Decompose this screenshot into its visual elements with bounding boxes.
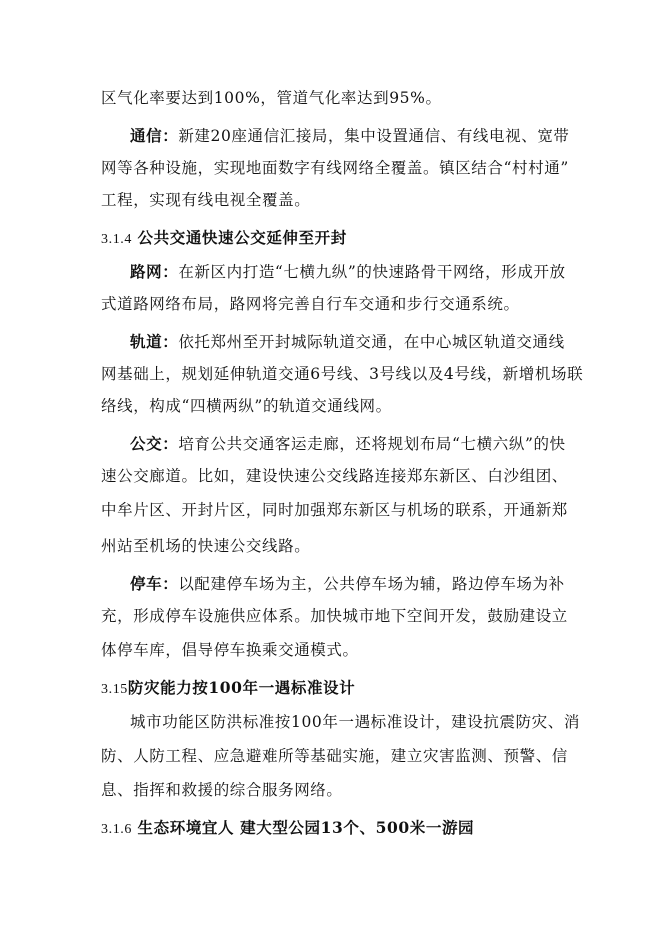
paragraph-line [101,640,359,660]
section-number: 3.1.6 [101,822,132,837]
paragraph-line [101,364,583,384]
section-label-road-network: 路网： [130,262,179,281]
paragraph-line [101,746,568,766]
section-label-bus: 公交： [130,434,179,453]
line-text: 区气化率要达到100%，管道气化率达到95%。 [101,89,442,107]
paragraph-line [101,190,310,210]
paragraph-line [101,536,310,556]
paragraph-line [101,88,442,108]
line-text: 充，形成停车设施供应体系。加快城市地下空间开发，鼓励建设立 [101,607,568,625]
paragraph-line-bus [130,434,566,454]
paragraph-line [101,500,568,520]
line-text: 息、指挥和救援的综合服务网络。 [101,781,343,799]
paragraph-line [101,780,343,800]
line-text: 依托郑州至开封城际轨道交通，在中心城区轨道交通线 [178,333,565,351]
line-text: 中牟片区、开封片区，同时加强郑东新区与机场的联系，开通新郑 [101,501,568,519]
paragraph-line [101,466,568,486]
line-text: 速公交廊道。比如，建设快速公交线路连接郑东新区、白沙组团、 [101,467,568,485]
line-text: 工程，实现有线电视全覆盖。 [101,191,311,209]
line-text: 式道路网络布局，路网将完善自行车交通和步行交通系统。 [101,295,520,313]
line-text: 以配建停车场为主，公共停车场为辅，路边停车场为补 [178,575,565,593]
section-heading-3-1-6 [101,818,474,840]
section-heading-3-1-4 [101,228,347,250]
line-text: 城市功能区防洪标准按100年一遇标准设计，建设抗震防灾、消 [130,713,580,731]
line-text: 州站至机场的快速公交线路。 [101,537,311,555]
section-number: 3.1.4 [101,232,132,247]
paragraph-line [101,158,569,178]
line-text: 新建20座通信汇接局，集中设置通信、有线电视、宽带 [178,127,570,145]
line-text: 在新区内打造“七横九纵”的快速路骨干网络，形成开放 [178,263,566,281]
paragraph-line [101,396,392,416]
section-label-communications: 通信： [130,126,179,145]
paragraph-line-road-network [130,262,566,282]
paragraph-line [130,712,580,732]
line-text: 培育公共交通客运走廊，还将规划布局“七横六纵”的快 [178,435,566,453]
section-number: 3.15 [101,682,128,697]
section-heading-3-15 [101,678,355,700]
line-text: 体停车库，倡导停车换乘交通模式。 [101,641,359,659]
paragraph-line [101,294,520,314]
line-text: 网基础上，规划延伸轨道交通6号线、3号线以及4号线，新增机场联 [101,365,584,383]
paragraph-line-parking [130,574,565,594]
section-title: 生态环境宜人 建大型公园13个、500米一游园 [137,818,475,837]
line-text: 防、人防工程、应急避难所等基础实施，建立灾害监测、预警、信 [101,747,568,765]
paragraph-line-rail [130,332,565,352]
line-text: 网等各种设施，实现地面数字有线网络全覆盖。镇区结合“村村通” [101,159,569,177]
paragraph-line-communications [130,126,570,146]
section-title: 公共交通快速公交延伸至开封 [137,228,347,247]
section-title: 防灾能力按100年一遇标准设计 [127,678,356,697]
section-label-rail: 轨道： [130,332,179,351]
section-label-parking: 停车： [130,574,179,593]
line-text: 络线，构成“四横两纵”的轨道交通线网。 [101,397,392,415]
paragraph-line [101,606,568,626]
